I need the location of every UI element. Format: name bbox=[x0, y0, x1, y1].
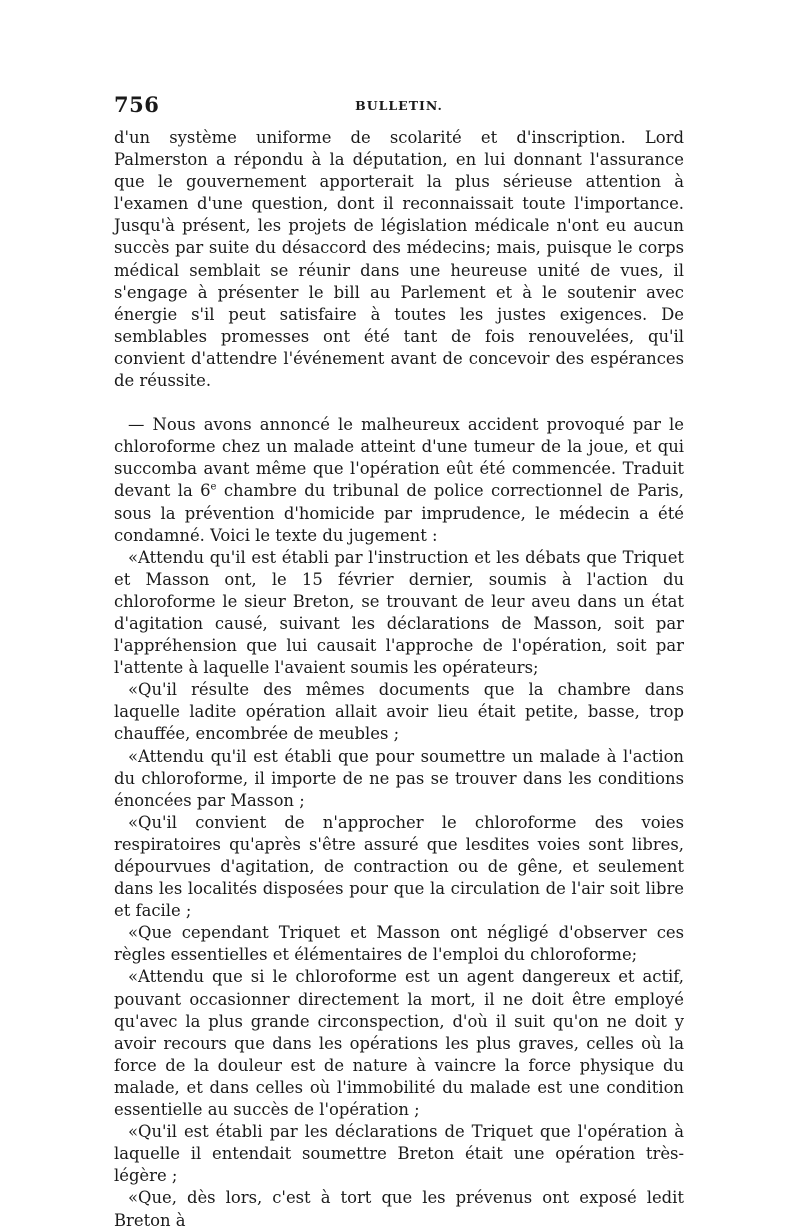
page-number: 756 bbox=[114, 92, 160, 117]
judgment-paragraph: «Que cependant Triquet et Masson ont négligé d'observer ces règles essentielles et élémentaires de l'emploi du chloroforme; bbox=[114, 923, 684, 965]
judgment-paragraph: «Qu'il convient de n'approcher le chloroforme des voies respiratoires qu'après s'être assuré que lesdites voies sont libres, dépourvues d'agitation, de contraction ou de gêne, et seulement dans les localités disposées pour que la circulation de l'air soit libre et facile ; bbox=[114, 812, 684, 921]
judgment-paragraph: «Que, dès lors, c'est à tort que les prévenus ont exposé ledit Breton à bbox=[114, 1188, 684, 1230]
superscript-e: e bbox=[210, 481, 217, 493]
judgment-paragraph: «Qu'il est établi par les déclarations de Triquet que l'opération à laquelle il entendait soumettre Breton était une opération très-légère ; bbox=[114, 1122, 684, 1186]
judgment-paragraph: «Attendu qu'il est établi par l'instruction et les débats que Triquet et Masson ont, le 15 février dernier, soumis à l'action du chloroforme le sieur Breton, se trouvant de leur aveu dans un état d'agitation causé, suivant les déclarations de Masson, soit par l'appréhension que lui causait l'approche de l'opération, soit par l'attente à laquelle l'avaient soumis les opérateurs; bbox=[114, 547, 684, 678]
paragraph-news-item bbox=[114, 414, 684, 547]
running-header bbox=[114, 92, 684, 122]
judgment-paragraph: «Attendu que si le chloroforme est un agent dangereux et actif, pouvant occasionner directement la mort, il ne doit être employé qu'avec la plus grande circonspection, d'où il suit qu'on ne doit y avoir recours que dans les opérations les plus graves, celles où la force de la douleur est de nature à vaincre la force physique du malade, et dans celles où l'immobilité du malade est une condition essentielle au succès de l'opération ; bbox=[114, 967, 684, 1120]
paragraph-text: chambre du tribunal de police correctionnel de Paris, sous la prévention d'homicide par imprudence, le médecin a été condamné. Voici le texte du jugement : bbox=[114, 481, 685, 545]
body-text bbox=[114, 127, 684, 1232]
paragraph-continuation: d'un système uniforme de scolarité et d'inscription. Lord Palmerston a répondu à la députation, en lui donnant l'assurance que le gouvernement apporterait la plus sérieuse attention à l'examen d'une question, dont il reconnaissait toute l'importance. Jusqu'à présent, les projets de législation médicale n'ont eu aucun succès par suite du désaccord des médecins; mais, puisque le corps médical semblait se réunir dans une heureuse unité de vues, il s'engage à présenter le bill au Parlement et à le soutenir avec énergie s'il peut satisfaire à toutes les justes exigences. De semblables promesses ont été tant de fois renouvelées, qu'il convient d'attendre l'événement avant de concevoir des espérances de réussite. bbox=[114, 128, 684, 391]
judgment-paragraph: «Attendu qu'il est établi que pour soumettre un malade à l'action du chloroforme, il importe de ne pas se trouver dans les conditions énoncées par Masson ; bbox=[114, 746, 684, 810]
running-title: BULLETIN. bbox=[355, 98, 443, 113]
paragraph-text: — Nous avons annoncé le malheureux accident provoqué par le chloroforme chez un malade atteint d'une tumeur de la joue, et qui succomba avant même que l'opération eût été commencée. Traduit devant la 6 bbox=[114, 415, 684, 501]
judgment-paragraph: «Qu'il résulte des mêmes documents que la chambre dans laquelle ladite opération allait avoir lieu était petite, basse, trop chauffée, encombrée de meubles ; bbox=[114, 680, 684, 744]
